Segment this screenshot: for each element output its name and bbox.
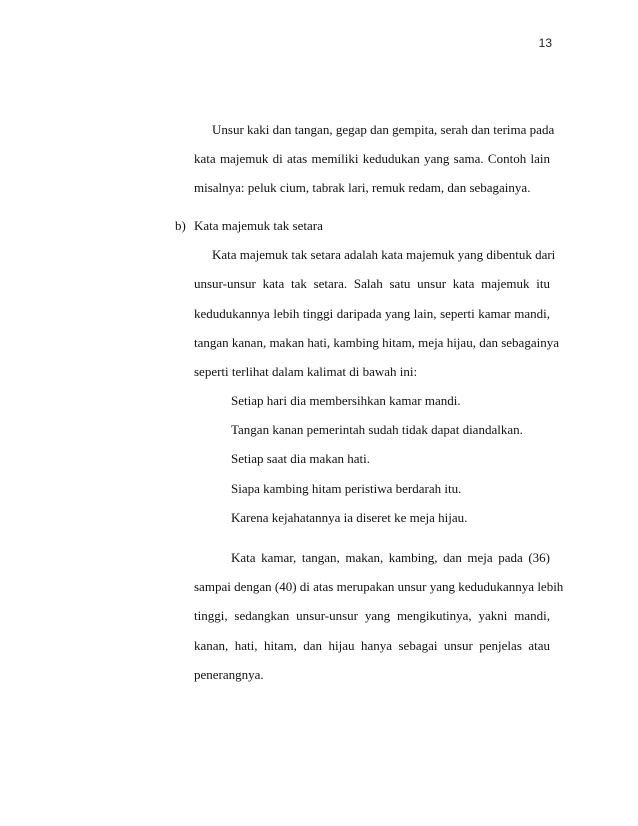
paragraph-2-line-4: tangan kanan, makan hati, kambing hitam, meja hijau, dan sebagainya — [194, 335, 559, 350]
example-sentence: Karena kejahatannya ia diseret ke meja hijau. — [231, 510, 468, 525]
example-sentence: Setiap saat dia makan hati. — [231, 451, 370, 466]
example-sentence: Setiap hari dia membersihkan kamar mandi. — [231, 393, 461, 408]
paragraph-2-line-3: kedudukannya lebih tinggi daripada yang lain, seperti kamar mandi, — [194, 306, 550, 321]
paragraph-3-line-5: penerangnya. — [194, 667, 264, 682]
paragraph-2-line-1: Kata majemuk tak setara adalah kata majemuk yang dibentuk dari — [212, 247, 556, 262]
example-sentence: Siapa kambing hitam peristiwa berdarah itu. — [231, 481, 462, 496]
section-label: b) — [175, 218, 186, 233]
paragraph-1-line-2: kata majemuk di atas memiliki kedudukan yang sama. Contoh lain — [194, 151, 550, 166]
paragraph-2-line-2: unsur-unsur kata tak setara. Salah satu unsur kata majemuk itu — [194, 276, 550, 291]
paragraph-3-line-3: tinggi, sedangkan unsur-unsur yang mengikutinya, yakni mandi, — [194, 608, 550, 623]
paragraph-3-line-4: kanan, hati, hitam, dan hijau hanya sebagai unsur penjelas atau — [194, 638, 550, 653]
paragraph-1-line-3: misalnya: peluk cium, tabrak lari, remuk redam, dan sebagainya. — [194, 180, 531, 195]
paragraph-3-line-1: Kata kamar, tangan, makan, kambing, dan meja pada (36) — [231, 550, 550, 565]
paragraph-2-line-5: seperti terlihat dalam kalimat di bawah ini: — [194, 364, 418, 379]
section-title: Kata majemuk tak setara — [194, 218, 323, 233]
paragraph-1-line-1: Unsur kaki dan tangan, gegap dan gempita, serah dan terima pada — [212, 122, 555, 137]
example-sentence: Tangan kanan pemerintah sudah tidak dapat diandalkan. — [231, 422, 523, 437]
paragraph-3-line-2: sampai dengan (40) di atas merupakan unsur yang kedudukannya lebih — [194, 579, 564, 594]
page-number: 13 — [538, 36, 552, 50]
